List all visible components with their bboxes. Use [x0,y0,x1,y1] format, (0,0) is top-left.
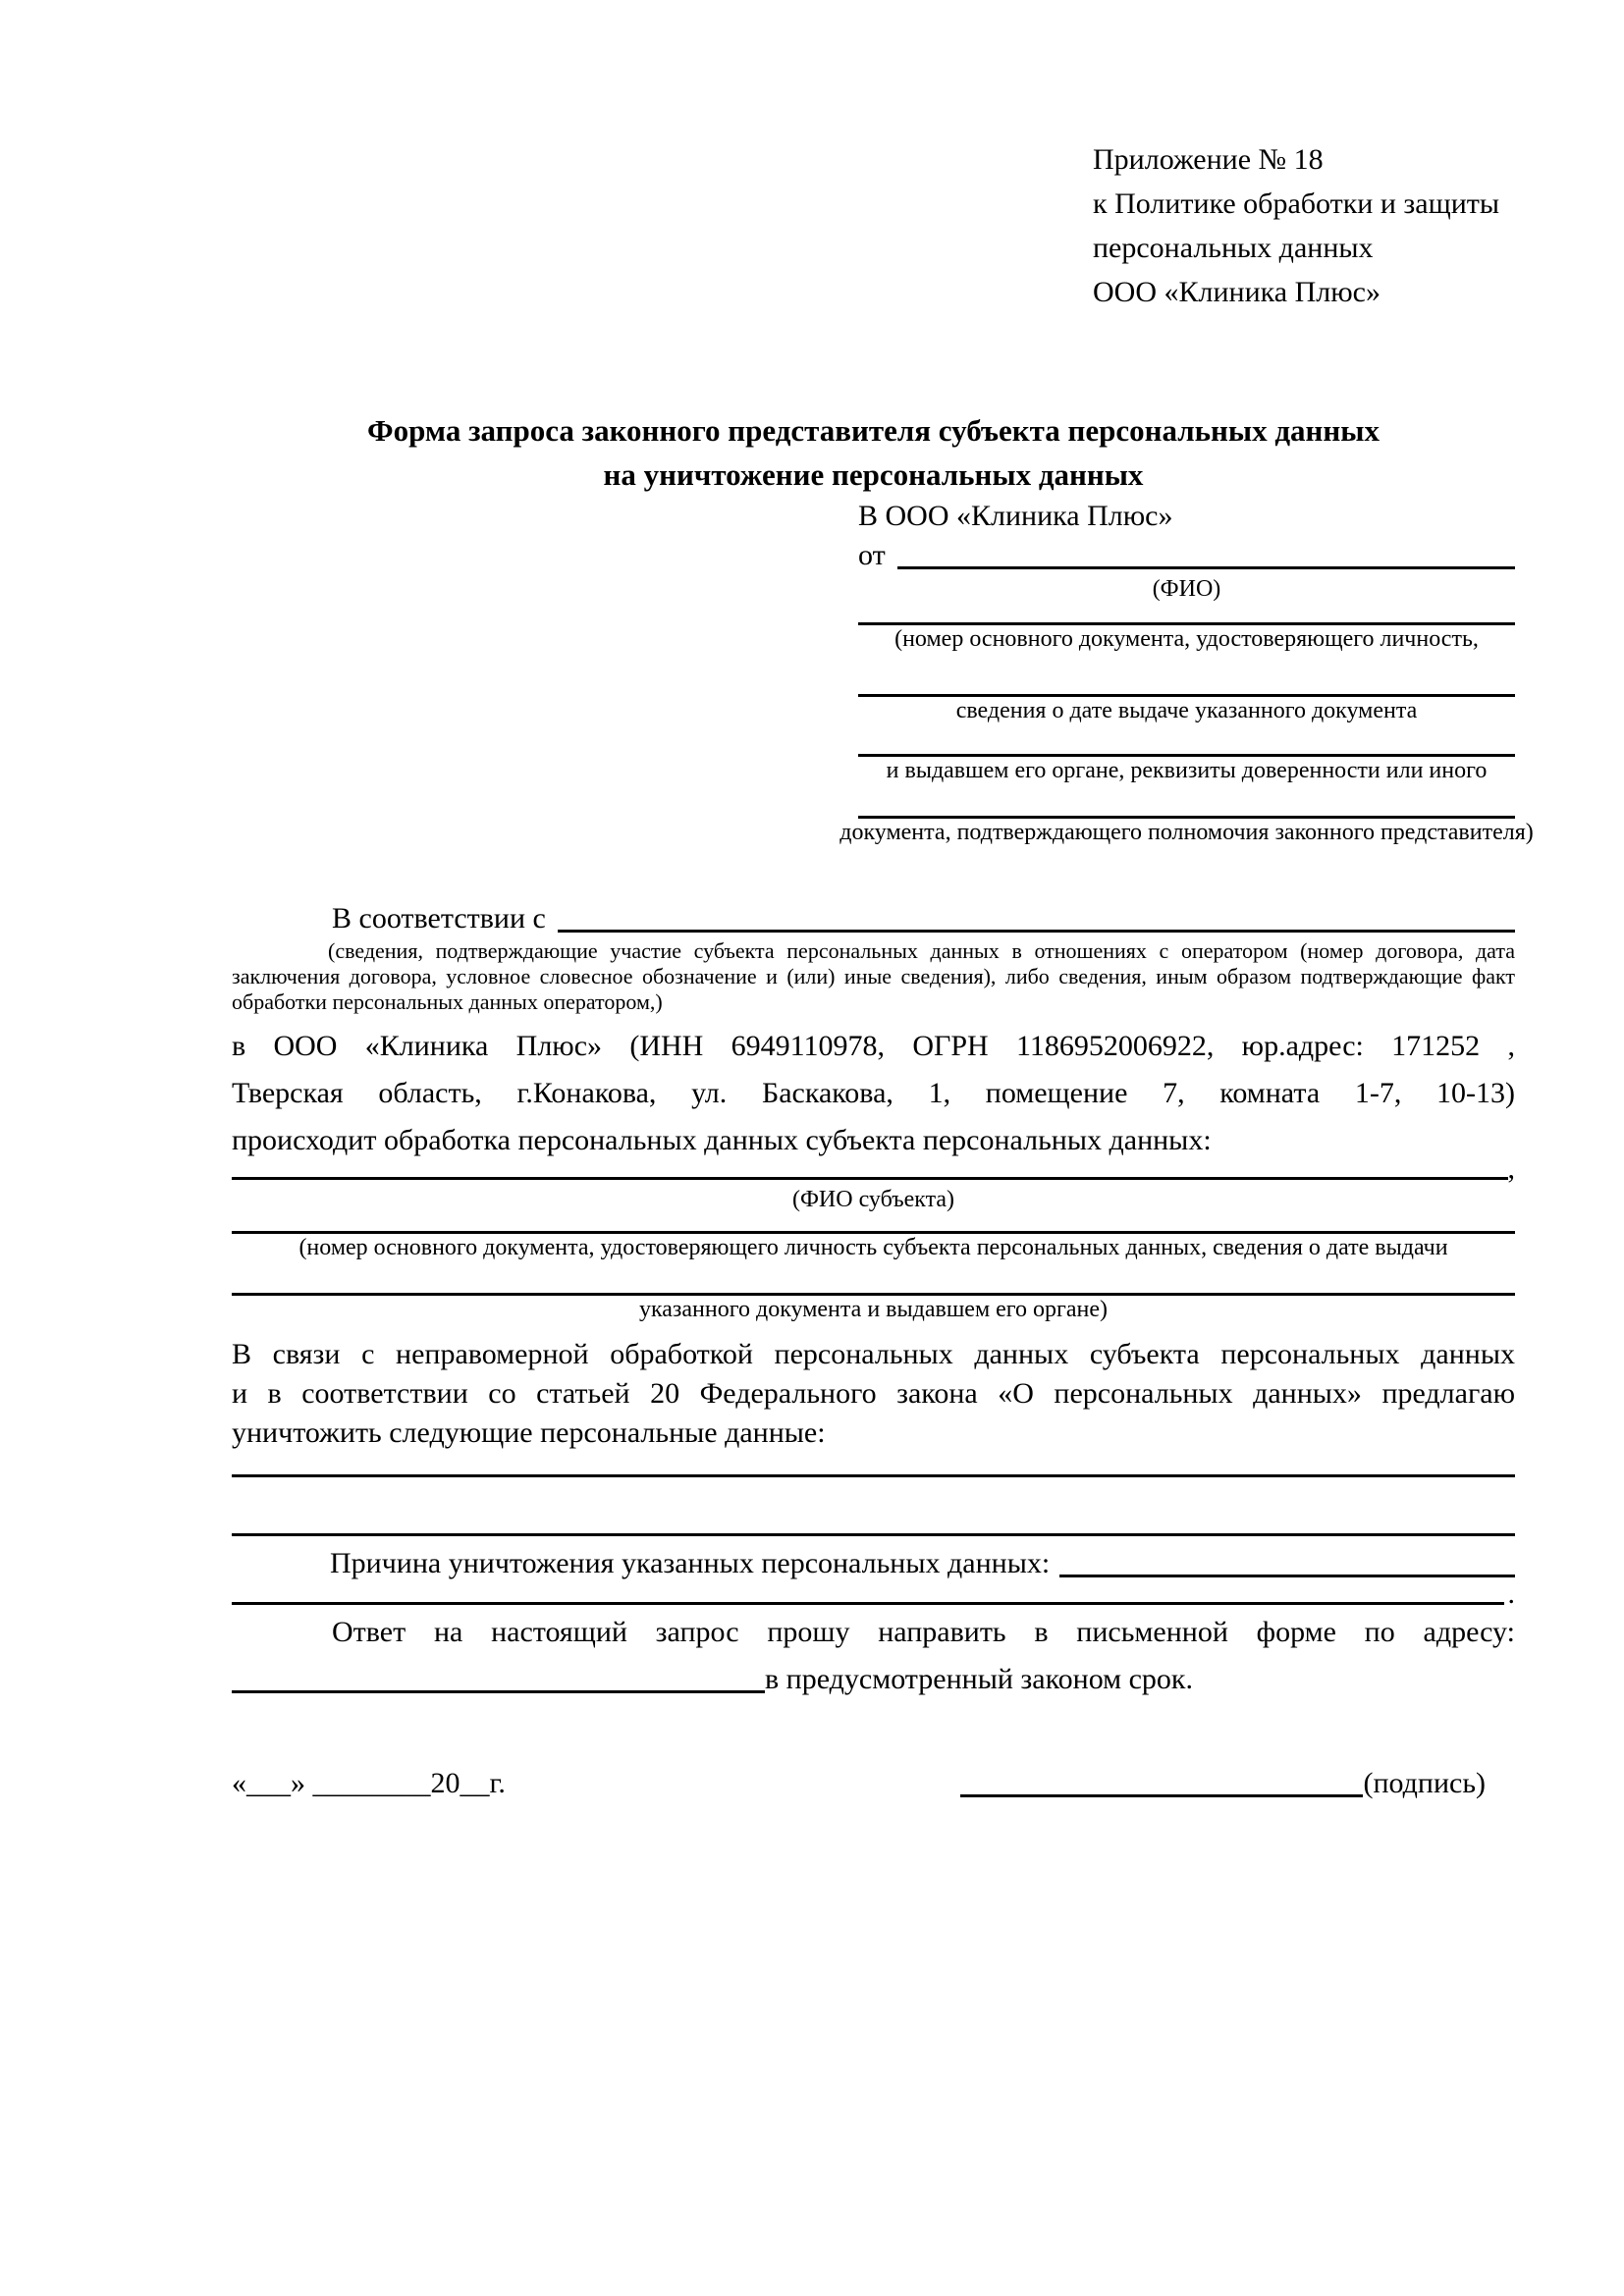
subject-fio-comma: , [1507,1152,1515,1185]
appendix-line-3: персональных данных [1093,232,1374,264]
reason-period: . [1507,1577,1515,1610]
representative-doc-caption-1: (номер основного документа, удостоверяющего личность, [894,626,1479,652]
accordance-fineprint: (сведения, подтверждающие участие субъекта персональных данных в отношениях с оператором (номер договора, дата заключения договора, условное словесное обозначение и (или) иные сведения), либо сведения, иным образом подтверждающие факт обработки персональных данных оператором,) [232,938,1515,1014]
representative-doc-caption-4: документа, подтверждающего полномочия законного представителя) [839,820,1534,845]
demand-paragraph-line-3: уничтожить следующие персональные данные: [232,1416,826,1449]
subject-fio-caption: (ФИО субъекта) [791,1187,955,1212]
representative-doc-blank-line-4 [858,798,1515,819]
demand-paragraph-line-2: и в соответствии со статьей 20 Федерального закона «О персональных данных» предлагаю [232,1377,1515,1410]
data-to-destroy-blank-line-2 [232,1516,1515,1536]
representative-doc-blank-line-1 [858,605,1515,625]
footer-row [232,1764,1515,1803]
reply-address-blank-line [232,1690,765,1693]
representative-doc-group-4 [839,798,1534,846]
fio-caption: (ФИО) [1152,576,1221,602]
representative-doc-caption-3: и выдавшем его органе, реквизиты доверенности или иного [886,758,1488,783]
appendix-line-4: ООО «Клиника Плюс» [1093,276,1380,308]
date-blank-text: «___» ________20__г. [232,1767,506,1799]
from-row [858,536,1515,575]
representative-doc-blank-line-2 [858,676,1515,697]
signature-area [960,1764,1486,1803]
operator-paragraph-line-2: Тверская область, г.Конакова, ул. Баскакова, 1, помещение 7, комната 1-7, 10-13) [232,1077,1515,1109]
reason-blank-line-2 [232,1602,1504,1605]
addressee-organization: В ООО «Клиника Плюс» [858,500,1173,532]
title-line-2: на уничтожение персональных данных [603,457,1144,492]
accordance-row [232,899,1515,938]
representative-doc-group-2 [858,676,1515,724]
appendix-header [1093,137,1515,314]
appendix-line-1: Приложение № 18 [1093,143,1324,176]
accordance-label: В соответствии с [332,902,546,934]
subject-fio-blank-line [232,1177,1508,1180]
reply-tail-text: в предусмотренный законом срок. [765,1663,1193,1695]
signature-caption: (подпись) [1363,1767,1486,1799]
subject-doc-blank-line-1 [232,1213,1515,1234]
title-line-1: Форма запроса законного представителя субъекта персональных данных [367,413,1380,448]
representative-doc-group-1 [858,605,1515,653]
signature-blank-line [960,1794,1363,1797]
operator-paragraph-line-1: в ООО «Клиника Плюс» (ИНН 6949110978, ОГРН 1186952006922, юр.адрес: 171252 , [232,1030,1515,1062]
document-title [232,408,1515,497]
reply-sentence: Ответ на настоящий запрос прошу направить в письменной форме по адресу: [332,1616,1515,1648]
demand-paragraph [232,1335,1515,1453]
from-label: от [858,539,886,571]
appendix-line-2: к Политике обработки и защиты [1093,187,1500,220]
representative-doc-caption-2: сведения о дате выдаче указанного документа [955,698,1418,723]
subject-doc-group-1 [232,1213,1515,1261]
demand-paragraph-line-1: В связи с неправомерной обработкой персональных данных субъекта персональных данных [232,1338,1515,1370]
addressee-block [839,497,1534,846]
subject-doc-group-2 [232,1275,1515,1323]
subject-doc-blank-line-2 [232,1275,1515,1296]
reply-address-row [232,1660,1515,1699]
subject-doc-caption-2: указанного документа и выдавшем его органе) [638,1297,1109,1322]
representative-fio-blank-line [897,566,1515,569]
operator-paragraph-line-3: происходит обработка персональных данных субъекта персональных данных: [232,1124,1212,1156]
operator-paragraph [232,1023,1515,1164]
subject-doc-caption-1: (номер основного документа, удостоверяющего личность субъекта персональных данных, сведения о дате выдачи [298,1235,1448,1260]
representative-doc-blank-line-3 [858,736,1515,757]
accordance-blank-line [558,930,1515,933]
representative-doc-group-3 [858,736,1515,784]
data-to-destroy-blank-line-1 [232,1457,1515,1477]
reason-blank-line [1059,1575,1515,1577]
reason-label: Причина уничтожения указанных персональных данных: [330,1547,1051,1579]
